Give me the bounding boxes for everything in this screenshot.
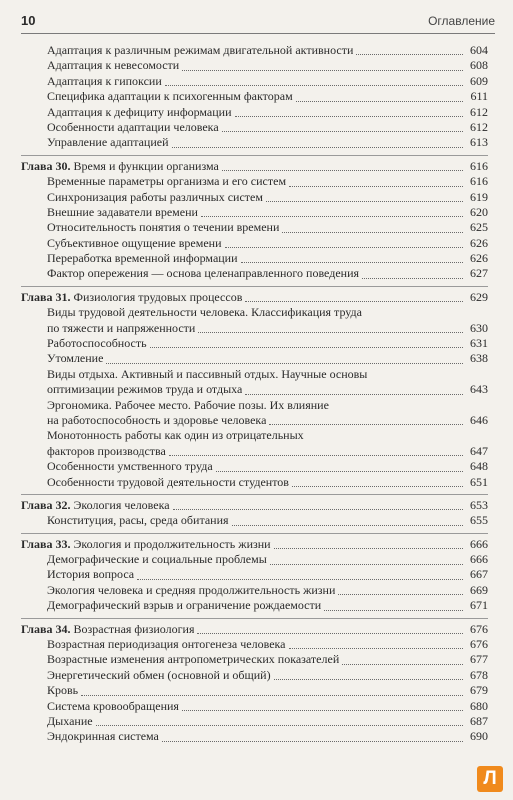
chapter-heading[interactable]: Глава 32. Экология человека 653 (21, 497, 488, 512)
chapter-label: Глава 33. (21, 536, 71, 551)
chapter-label: Глава 30. (21, 158, 71, 173)
toc-entry[interactable]: Особенности адаптации человека 612 (47, 119, 488, 134)
chapter-heading[interactable]: Глава 30. Время и функции организма 616 (21, 158, 488, 173)
toc-entry[interactable]: Управление адаптацией 613 (47, 135, 488, 150)
toc-entry[interactable]: Относительность понятия о течении времени 625 (47, 220, 488, 235)
toc-entry[interactable]: на работоспособность и здоровье человека 646 (47, 412, 488, 427)
toc-entry-line1[interactable]: Эргономика. Рабочее место. Рабочие позы. Их влияние (47, 397, 329, 412)
chapter-heading[interactable]: Глава 31. Физиология трудовых процессов 629 (21, 289, 488, 304)
publisher-logo-icon: Л (477, 766, 503, 792)
toc-entry-line1[interactable]: Виды отдыха. Активный и пассивный отдых. Научные основы (47, 366, 368, 381)
toc-entry[interactable]: Экология человека и средняя продолжительность жизни 669 (47, 582, 488, 597)
toc-entry[interactable]: История вопроса 667 (47, 567, 488, 582)
toc-entry-line1[interactable]: Виды трудовой деятельности человека. Классификация труда (47, 305, 362, 320)
chapter-title: Экология и продолжительность жизни (73, 536, 271, 551)
toc-entry[interactable]: Временные параметры организма и его систем 616 (47, 174, 488, 189)
section-divider (21, 155, 488, 156)
chapter-label: Глава 32. (21, 497, 71, 512)
toc-entry[interactable]: Особенности умственного труда 648 (47, 459, 488, 474)
chapter-title: Время и функции организма (73, 158, 219, 173)
section-divider (21, 618, 488, 619)
chapter-title: Экология человека (73, 497, 170, 512)
toc-entry[interactable]: Фактор опережения — основа целенаправленного поведения 627 (47, 266, 488, 281)
toc-entry[interactable]: оптимизации режимов труда и отдыха 643 (47, 382, 488, 397)
page-number: 10 (21, 13, 36, 28)
section-divider (21, 494, 488, 495)
toc-entry[interactable]: Демографические и социальные проблемы 666 (47, 552, 488, 567)
page-header (21, 13, 495, 34)
toc-entry[interactable]: Переработка временной информации 626 (47, 251, 488, 266)
toc-entry[interactable]: Особенности трудовой деятельности студентов 651 (47, 474, 488, 489)
toc-entry[interactable]: Демографический взрыв и ограничение рождаемости 671 (47, 598, 488, 613)
toc-entry[interactable]: Внешние задаватели времени 620 (47, 204, 488, 219)
running-title: Оглавление (428, 14, 495, 28)
section-divider (21, 286, 488, 287)
toc-entry[interactable]: Энергетический обмен (основной и общий) 678 (47, 667, 488, 682)
toc-entry[interactable]: Возрастная периодизация онтогенеза человека 676 (47, 637, 488, 652)
table-of-contents (21, 43, 488, 745)
chapter-heading[interactable]: Глава 33. Экология и продолжительность жизни 666 (21, 536, 488, 551)
toc-entry[interactable]: Адаптация к гипоксии 609 (47, 73, 488, 88)
toc-entry[interactable]: Кровь 679 (47, 683, 488, 698)
chapter-label: Глава 31. (21, 289, 71, 304)
toc-entry[interactable]: по тяжести и напряженности 630 (47, 320, 488, 335)
section-divider (21, 533, 488, 534)
toc-entry-line1[interactable]: Монотонность работы как один из отрицательных (47, 428, 304, 443)
toc-entry[interactable]: Работоспособность 631 (47, 336, 488, 351)
toc-entry[interactable]: факторов производства 647 (47, 443, 488, 458)
toc-entry[interactable]: Синхронизация работы различных систем 619 (47, 189, 488, 204)
toc-entry[interactable]: Возрастные изменения антропометрических показателей 677 (47, 652, 488, 667)
toc-entry[interactable]: Адаптация к дефициту информации 612 (47, 104, 488, 119)
chapter-heading[interactable]: Глава 34. Возрастная физиология 676 (21, 621, 488, 636)
toc-entry[interactable]: Утомление 638 (47, 351, 488, 366)
toc-entry[interactable]: Система кровообращения 680 (47, 698, 488, 713)
toc-entry[interactable]: Конституция, расы, среда обитания 655 (47, 513, 488, 528)
chapter-title: Возрастная физиология (73, 621, 195, 636)
chapter-title: Физиология трудовых процессов (73, 289, 243, 304)
toc-entry[interactable]: Адаптация к невесомости 608 (47, 58, 488, 73)
toc-entry[interactable]: Адаптация к различным режимам двигательной активности 604 (47, 42, 488, 57)
toc-entry[interactable]: Дыхание 687 (47, 714, 488, 728)
toc-entry[interactable]: Субъективное ощущение времени 626 (47, 235, 488, 250)
toc-entry[interactable]: Эндокринная система 690 (47, 729, 488, 744)
toc-entry[interactable]: Специфика адаптации к психогенным факторам 611 (47, 89, 488, 104)
chapter-label: Глава 34. (21, 621, 71, 636)
